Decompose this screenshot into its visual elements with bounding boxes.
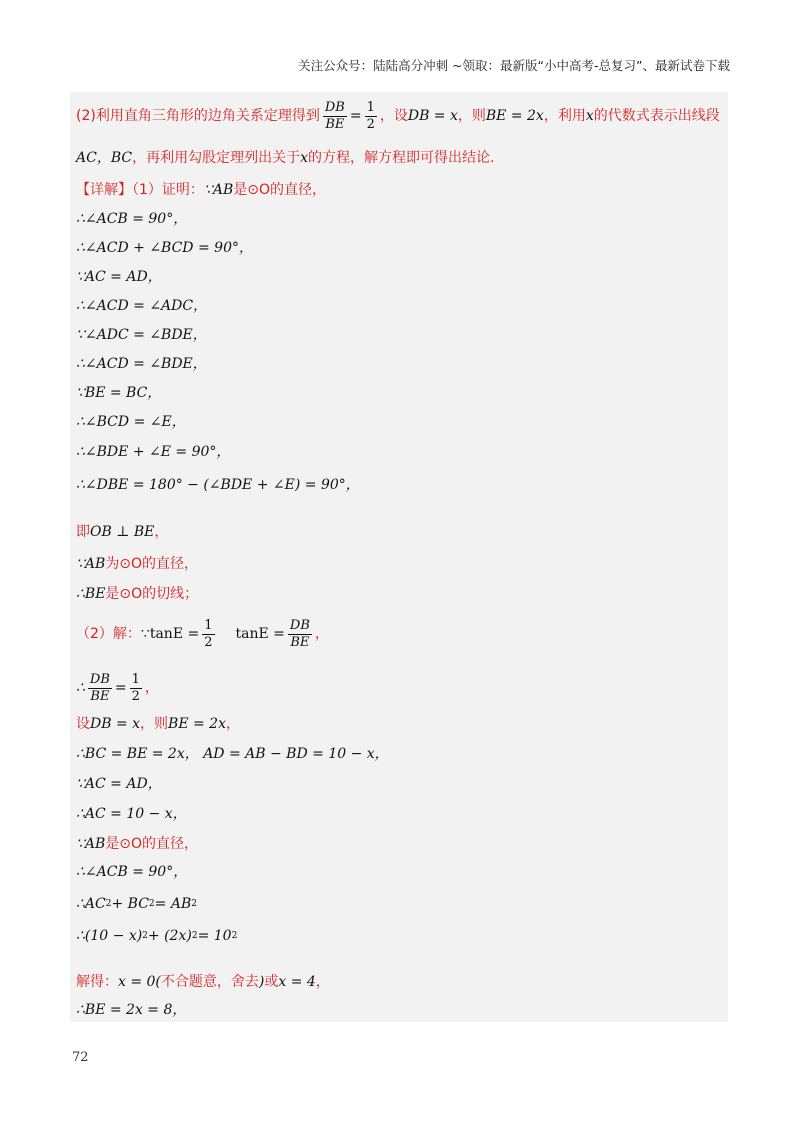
- step-acb: ∴∠ACB = 90°，: [76, 864, 188, 880]
- step-10: ∴∠DBE = 180° − (∠BDE + ∠E) = 90°，: [76, 477, 360, 493]
- page-number: 72: [72, 1050, 89, 1065]
- part2-line: [76, 614, 329, 654]
- hint-text: 的方程，解方程即可得出结论.: [308, 150, 495, 166]
- step-8: ∴∠BCD = ∠E，: [76, 414, 186, 430]
- detail-text: ，: [226, 716, 240, 732]
- solution-block: [70, 92, 728, 1022]
- let-line: [76, 714, 240, 734]
- math-expr: ∴BE: [76, 586, 106, 602]
- denominator: BE: [290, 634, 310, 650]
- exponent: 2: [142, 931, 148, 941]
- math-expr: BE = 2x: [485, 108, 544, 124]
- math-expr: x = 4: [278, 974, 316, 990]
- step-ac-ad: ∵AC = AD，: [76, 776, 162, 792]
- numerator: 1: [204, 617, 213, 633]
- step-13: [76, 584, 198, 604]
- math-expr: = 10: [197, 928, 232, 944]
- exponent: 2: [191, 899, 197, 909]
- math-expr: ∵AB: [203, 182, 234, 198]
- math-expr: OB ⊥ BE: [90, 524, 155, 540]
- detail-label: 【详解】（1）证明：: [76, 182, 204, 198]
- math-var: x: [585, 108, 594, 124]
- exponent: 2: [191, 931, 198, 941]
- fraction-db-be: [288, 618, 312, 651]
- math-expr: ∴(10 − x): [76, 928, 143, 944]
- solve-line: [76, 972, 330, 992]
- math-expr: ∴: [76, 680, 85, 696]
- step-final: ∴BE = 2x = 8，: [76, 1002, 187, 1018]
- step-6: ∴∠ACD = ∠BDE，: [76, 356, 207, 372]
- step-ac: ∴AC = 10 − x，: [76, 806, 187, 822]
- math-expr: ∵AB: [76, 556, 106, 572]
- hint-text: ，利用: [543, 108, 586, 124]
- part2-label: （2）解：: [76, 626, 141, 642]
- step-1: ∴∠ACB = 90°，: [76, 211, 188, 227]
- detail-text: 是⊙O的直径，: [105, 836, 199, 852]
- detail-text: 是⊙O的直径，: [233, 182, 326, 198]
- step-2: ∴∠ACD + ∠BCD = 90°，: [76, 240, 253, 256]
- step-9: ∴∠BDE + ∠E = 90°，: [76, 444, 231, 460]
- hint-text: ，再利用勾股定理列出关于: [132, 150, 301, 166]
- step-7: ∵BE = BC，: [76, 385, 162, 401]
- step-12: [76, 554, 198, 574]
- detail-text: 或: [264, 974, 279, 990]
- detail-text: ，则: [140, 716, 169, 732]
- fraction-half: [202, 618, 214, 651]
- math-expr: ∵tanE =: [140, 626, 200, 642]
- denominator: 2: [204, 634, 213, 650]
- hint-text: ，则: [457, 108, 486, 124]
- step-ab-diameter: [76, 834, 198, 854]
- detail-text: ，: [154, 524, 169, 540]
- detail-text: 设: [76, 716, 90, 732]
- math-expr: DB = x: [407, 108, 458, 124]
- hint-text: ，设: [379, 108, 408, 124]
- step-3: ∵AC = AD，: [76, 269, 162, 285]
- hint-line-1: [76, 96, 720, 136]
- fraction-db-be: [88, 672, 112, 705]
- math-expr: tanE =: [235, 626, 285, 642]
- detail-text: 即: [76, 524, 90, 540]
- detail-text: 是⊙O的切线；: [105, 586, 199, 602]
- detail-text: ，: [314, 626, 329, 642]
- step-4: ∴∠ACD = ∠ADC，: [76, 298, 208, 314]
- math-var: x: [300, 150, 308, 166]
- numerator: 1: [366, 99, 375, 115]
- math-expr: + (2x): [147, 928, 192, 944]
- fraction-db-be: [323, 100, 347, 133]
- step-pythagoras: [76, 894, 197, 914]
- numerator: DB: [289, 617, 310, 633]
- detail-text: 为⊙O的直径，: [105, 556, 199, 572]
- detail-text: 不合题意，舍去: [160, 974, 259, 990]
- step-equation: [76, 926, 237, 946]
- equals: =: [114, 680, 127, 696]
- numerator: 1: [131, 671, 140, 687]
- detail-text: ，: [144, 680, 159, 696]
- math-expr: + BC: [111, 896, 149, 912]
- math-expr: BE = 2x: [168, 716, 226, 732]
- exponent: 2: [231, 931, 238, 941]
- math-expr: ∴AC: [76, 896, 106, 912]
- math-expr: ∵AB: [76, 836, 106, 852]
- step-11: [76, 522, 168, 542]
- math-expr: AC，BC: [76, 150, 133, 166]
- math-expr: ): [258, 974, 265, 990]
- fraction-half: [365, 100, 377, 133]
- ratio-line: [76, 668, 159, 708]
- detail-line-0: [76, 180, 326, 200]
- math-expr: = AB: [154, 896, 192, 912]
- equals: =: [349, 108, 362, 124]
- hint-text: 的代数式表示出线段: [593, 108, 720, 124]
- exponent: 2: [148, 899, 155, 909]
- step-5: ∵∠ADC = ∠BDE，: [76, 327, 207, 343]
- detail-text: ，: [315, 974, 330, 990]
- math-expr: x = 0(: [118, 974, 161, 990]
- math-expr: DB = x: [90, 716, 141, 732]
- detail-text: 解得：: [76, 974, 118, 990]
- hint-line-2: [76, 148, 494, 168]
- denominator: 2: [366, 116, 375, 132]
- exponent: 2: [105, 899, 112, 909]
- denominator: BE: [325, 116, 345, 132]
- page-header: 关注公众号：陆陆高分冲刺 ~领取：最新版“小中高考-总复习”、最新试卷下载: [298, 58, 730, 73]
- numerator: DB: [324, 99, 345, 115]
- hint-text: (2)利用直角三角形的边角关系定理得到: [76, 108, 320, 124]
- denominator: BE: [90, 688, 110, 704]
- denominator: 2: [131, 688, 140, 704]
- step-bc: ∴BC = BE = 2x， AD = AB − BD = 10 − x，: [76, 746, 389, 762]
- numerator: DB: [89, 671, 110, 687]
- fraction-half: [130, 672, 142, 705]
